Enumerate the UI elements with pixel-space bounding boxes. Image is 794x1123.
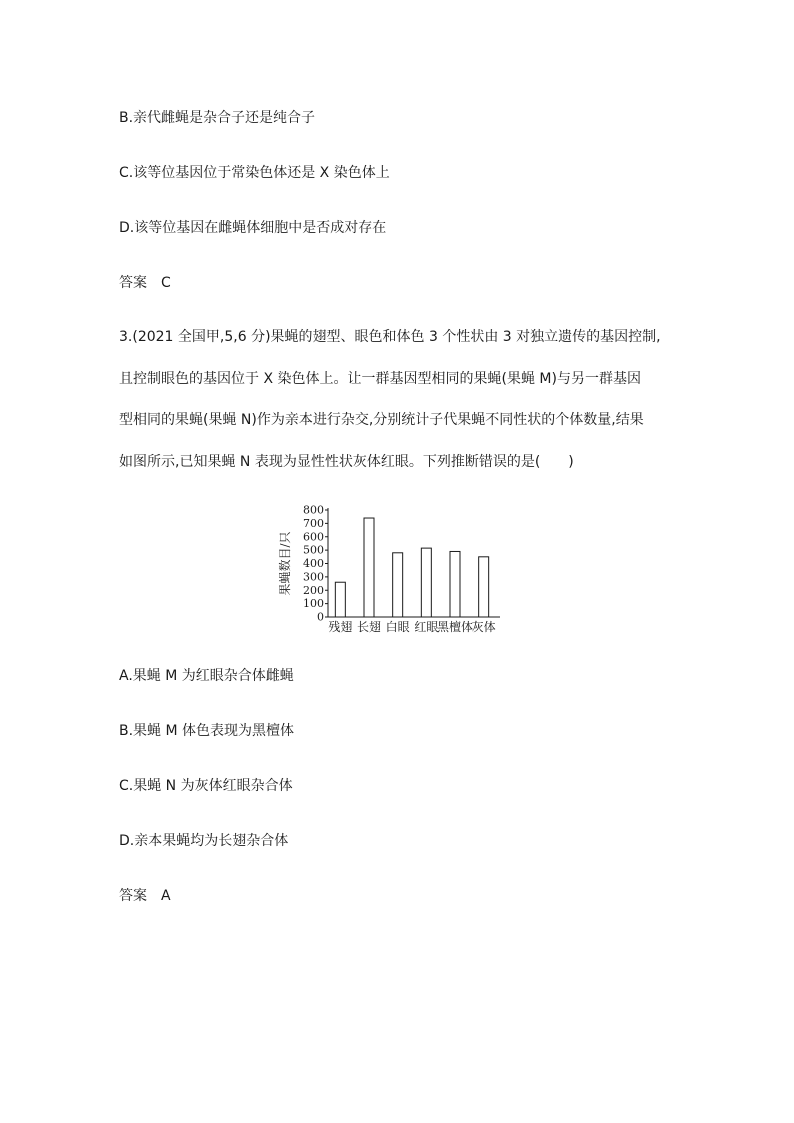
y-tick-label: 100: [303, 597, 324, 611]
answer: 答案 A: [119, 888, 171, 904]
bar: [335, 582, 345, 617]
y-tick-label: 0: [317, 610, 324, 624]
question-3-stem-line-3: 型相同的果蝇(果蝇 N)作为亲本进行杂交,分别统计子代果蝇不同性状的个体数量,结果: [119, 412, 644, 428]
y-tick-label: 300: [303, 570, 324, 584]
bar: [364, 518, 374, 617]
bar-chart-svg: [280, 500, 520, 640]
option-c: C.果蝇 N 为灰体红眼杂合体: [119, 778, 293, 794]
answer-previous: 答案 C: [119, 275, 171, 291]
option-b-previous: B.亲代雌蝇是杂合子还是纯合子: [119, 110, 316, 126]
y-axis-label: 果蝇数目/只: [278, 531, 292, 596]
x-tick-label: 长翅: [356, 620, 382, 634]
option-d-previous: D.该等位基因在雌蝇体细胞中是否成对存在: [119, 220, 387, 236]
x-tick-label: 白眼: [385, 620, 410, 634]
option-b: B.果蝇 M 体色表现为黑檀体: [119, 723, 295, 739]
fruit-fly-bar-chart: [280, 500, 520, 640]
y-tick-label: 700: [303, 516, 324, 530]
bar: [421, 548, 431, 617]
question-3-stem-line-1: 3.(2021 全国甲,5,6 分)果蝇的翅型、眼色和体色 3 个性状由 3 对独立遗传的基因控制,: [119, 329, 661, 345]
question-3-stem-line-4: 如图所示,已知果蝇 N 表现为显性性状灰体红眼。下列推断错误的是( ): [119, 454, 574, 470]
x-tick-label: 黑檀体: [436, 620, 474, 634]
y-tick-label: 200: [303, 583, 324, 597]
y-tick-label: 800: [303, 503, 324, 517]
x-tick-label: 红眼: [414, 620, 439, 634]
x-tick-label: 灰体: [471, 620, 496, 634]
y-tick-label: 400: [303, 557, 324, 570]
y-tick-label: 500: [303, 543, 324, 557]
bar: [393, 553, 403, 617]
question-3-stem-line-2: 且控制眼色的基因位于 X 染色体上。让一群基因型相同的果蝇(果蝇 M)与另一群基因: [119, 371, 641, 387]
x-tick-label: 残翅: [328, 620, 353, 634]
option-c-previous: C.该等位基因位于常染色体还是 X 染色体上: [119, 165, 390, 181]
bar: [450, 551, 460, 617]
bar: [479, 557, 489, 617]
option-a: A.果蝇 M 为红眼杂合体雌蝇: [119, 668, 294, 684]
option-d: D.亲本果蝇均为长翅杂合体: [119, 833, 289, 849]
y-tick-label: 600: [303, 530, 324, 544]
